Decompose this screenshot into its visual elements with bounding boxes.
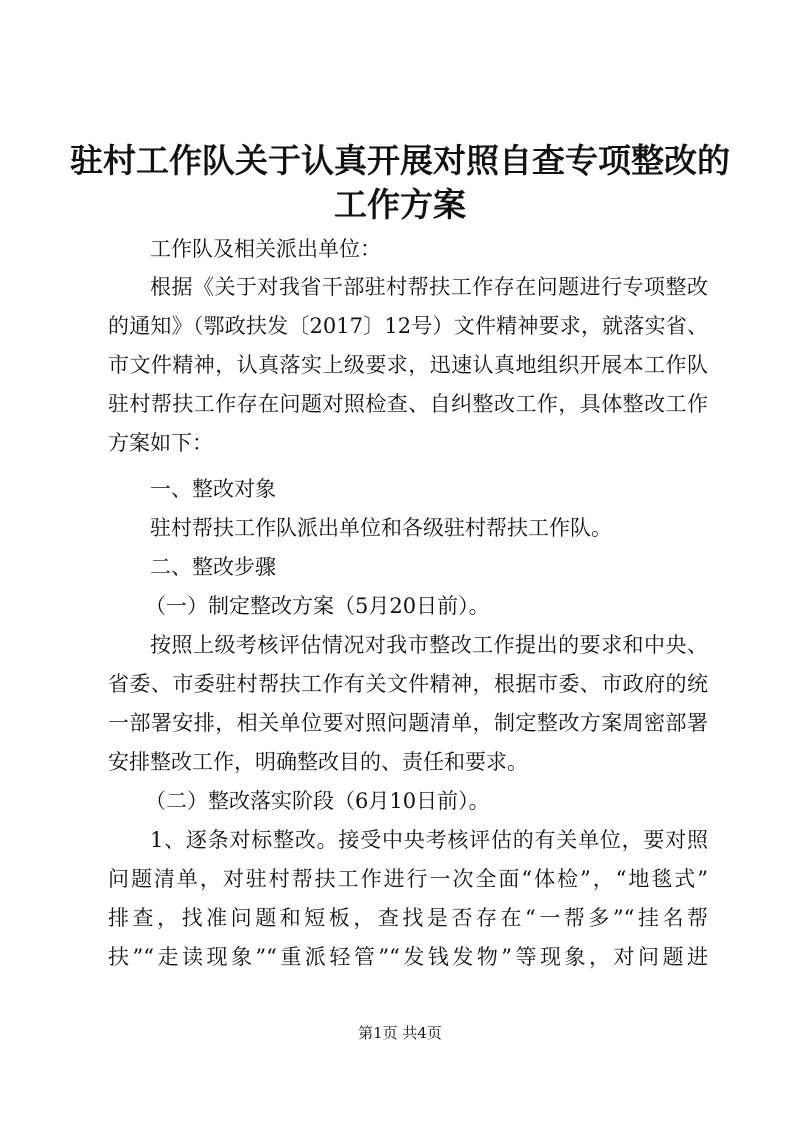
subsection-heading: （二）整改落实阶段（6月10日前）。 — [145, 789, 490, 813]
paragraph-line: 按照上级考核评估情况对我市整改工作提出的要求和中央、 — [150, 633, 708, 657]
section-heading: 二、整改步骤 — [150, 555, 276, 579]
page-number-footer: 第1页 共4页 — [358, 1024, 442, 1042]
paragraph-line: 的通知》（鄂政扶发〔2017〕12号）文件精神要求，就落实省、 — [108, 314, 708, 338]
paragraph-line: 省委、市委驻村帮扶工作有关文件精神，根据市委、市政府的统 — [108, 672, 708, 696]
paragraph-line: 驻村帮扶工作队派出单位和各级驻村帮扶工作队。 — [150, 516, 612, 540]
paragraph-line: 驻村帮扶工作存在问题对照检查、自纠整改工作，具体整改工作 — [108, 392, 708, 416]
paragraph-line: 根据《关于对我省干部驻村帮扶工作存在问题进行专项整改 — [150, 275, 708, 299]
paragraph-line: 市文件精神，认真落实上级要求，迅速认真地组织开展本工作队 — [108, 353, 708, 377]
subsection-heading: （一）制定整改方案（5月20日前）。 — [145, 594, 490, 618]
paragraph-line: 扶”“走读现象”“重派轻管”“发钱发物”等现象，对问题进 — [108, 945, 708, 969]
salutation: 工作队及相关派出单位： — [150, 237, 381, 261]
section-heading: 一、整改对象 — [150, 477, 276, 501]
paragraph-line: 安排整改工作，明确整改目的、责任和要求。 — [108, 750, 528, 774]
paragraph-line: 排查，找准问题和短板，查找是否存在“一帮多”“挂名帮 — [108, 906, 708, 930]
paragraph-line: 方案如下： — [108, 431, 213, 455]
document-title-line-2: 工作方案 — [334, 185, 466, 224]
paragraph-line: 1、逐条对标整改。接受中央考核评估的有关单位，要对照 — [150, 828, 708, 852]
paragraph-line: 一部署安排，相关单位要对照问题清单，制定整改方案周密部署 — [108, 711, 708, 735]
paragraph-line: 问题清单，对驻村帮扶工作进行一次全面“体检”，“地毯式” — [108, 867, 708, 891]
document-title-line-1: 驻村工作队关于认真开展对照自查专项整改的 — [70, 141, 730, 180]
